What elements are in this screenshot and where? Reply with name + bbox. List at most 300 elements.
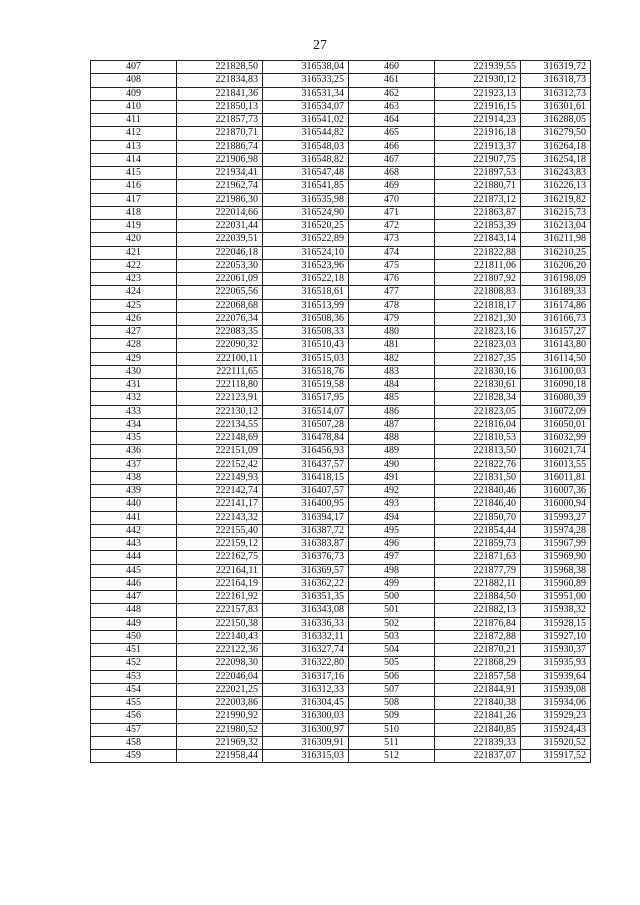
right-x-coordinate-cell: 221884,50 — [435, 591, 521, 604]
right-x-coordinate-cell: 221868,29 — [435, 657, 521, 670]
right-y-coordinate-cell: 316206,20 — [521, 259, 591, 272]
left-y-coordinate-cell: 316515,03 — [263, 352, 349, 365]
table-row — [91, 485, 591, 498]
left-point-number-cell: 432 — [91, 392, 177, 405]
left-point-number-cell: 433 — [91, 405, 177, 418]
left-x-coordinate-cell: 222140,43 — [177, 630, 263, 643]
table-row — [91, 167, 591, 180]
right-x-coordinate-cell: 221913,37 — [435, 140, 521, 153]
left-point-number-cell: 458 — [91, 736, 177, 749]
left-x-coordinate-cell: 222046,04 — [177, 670, 263, 683]
left-point-number-cell: 407 — [91, 61, 177, 74]
left-x-coordinate-cell: 222076,34 — [177, 312, 263, 325]
left-y-coordinate-cell: 316510,43 — [263, 339, 349, 352]
right-y-coordinate-cell: 316312,73 — [521, 87, 591, 100]
table-row — [91, 140, 591, 153]
left-x-coordinate-cell: 221986,30 — [177, 193, 263, 206]
right-x-coordinate-cell: 221818,17 — [435, 299, 521, 312]
left-x-coordinate-cell: 222065,56 — [177, 286, 263, 299]
table-row — [91, 551, 591, 564]
left-x-coordinate-cell: 222122,36 — [177, 644, 263, 657]
right-point-number-cell: 475 — [349, 259, 435, 272]
table-row — [91, 630, 591, 643]
right-x-coordinate-cell: 221882,13 — [435, 604, 521, 617]
left-y-coordinate-cell: 316507,28 — [263, 418, 349, 431]
left-point-number-cell: 456 — [91, 710, 177, 723]
left-y-coordinate-cell: 316548,03 — [263, 140, 349, 153]
left-point-number-cell: 447 — [91, 591, 177, 604]
left-point-number-cell: 442 — [91, 524, 177, 537]
left-x-coordinate-cell: 222149,93 — [177, 471, 263, 484]
left-y-coordinate-cell: 316407,57 — [263, 485, 349, 498]
left-x-coordinate-cell: 222090,32 — [177, 339, 263, 352]
right-x-coordinate-cell: 221823,16 — [435, 326, 521, 339]
table-row — [91, 710, 591, 723]
left-point-number-cell: 445 — [91, 564, 177, 577]
left-y-coordinate-cell: 316541,02 — [263, 114, 349, 127]
table-row — [91, 498, 591, 511]
left-y-coordinate-cell: 316351,35 — [263, 591, 349, 604]
left-x-coordinate-cell: 222100,11 — [177, 352, 263, 365]
right-point-number-cell: 464 — [349, 114, 435, 127]
table-row — [91, 87, 591, 100]
left-x-coordinate-cell: 222031,44 — [177, 220, 263, 233]
left-point-number-cell: 421 — [91, 246, 177, 259]
right-point-number-cell: 512 — [349, 750, 435, 763]
right-x-coordinate-cell: 221859,73 — [435, 538, 521, 551]
right-y-coordinate-cell: 316050,01 — [521, 418, 591, 431]
right-x-coordinate-cell: 221916,18 — [435, 127, 521, 140]
right-y-coordinate-cell: 316279,50 — [521, 127, 591, 140]
table-row — [91, 736, 591, 749]
table-row — [91, 74, 591, 87]
right-x-coordinate-cell: 221916,15 — [435, 100, 521, 113]
table-row — [91, 153, 591, 166]
left-y-coordinate-cell: 316376,73 — [263, 551, 349, 564]
right-x-coordinate-cell: 221828,34 — [435, 392, 521, 405]
left-point-number-cell: 411 — [91, 114, 177, 127]
right-x-coordinate-cell: 221882,11 — [435, 577, 521, 590]
right-y-coordinate-cell: 316243,83 — [521, 167, 591, 180]
left-x-coordinate-cell: 222046,18 — [177, 246, 263, 259]
left-y-coordinate-cell: 316304,45 — [263, 697, 349, 710]
right-point-number-cell: 485 — [349, 392, 435, 405]
right-y-coordinate-cell: 316288,05 — [521, 114, 591, 127]
right-x-coordinate-cell: 221854,44 — [435, 524, 521, 537]
left-y-coordinate-cell: 316383,87 — [263, 538, 349, 551]
left-x-coordinate-cell: 222148,69 — [177, 432, 263, 445]
table-row — [91, 61, 591, 74]
right-y-coordinate-cell: 316318,73 — [521, 74, 591, 87]
left-y-coordinate-cell: 316524,90 — [263, 206, 349, 219]
left-point-number-cell: 444 — [91, 551, 177, 564]
right-x-coordinate-cell: 221840,38 — [435, 697, 521, 710]
right-point-number-cell: 494 — [349, 511, 435, 524]
right-point-number-cell: 487 — [349, 418, 435, 431]
left-x-coordinate-cell: 221980,52 — [177, 723, 263, 736]
right-y-coordinate-cell: 315935,93 — [521, 657, 591, 670]
right-y-coordinate-cell: 315968,38 — [521, 564, 591, 577]
left-x-coordinate-cell: 222083,35 — [177, 326, 263, 339]
left-x-coordinate-cell: 222130,12 — [177, 405, 263, 418]
left-y-coordinate-cell: 316400,95 — [263, 498, 349, 511]
right-point-number-cell: 476 — [349, 273, 435, 286]
left-y-coordinate-cell: 316533,25 — [263, 74, 349, 87]
left-y-coordinate-cell: 316478,84 — [263, 432, 349, 445]
left-x-coordinate-cell: 221828,50 — [177, 61, 263, 74]
table-row — [91, 286, 591, 299]
right-x-coordinate-cell: 221811,06 — [435, 259, 521, 272]
left-x-coordinate-cell: 222014,66 — [177, 206, 263, 219]
left-y-coordinate-cell: 316336,33 — [263, 617, 349, 630]
right-point-number-cell: 480 — [349, 326, 435, 339]
right-y-coordinate-cell: 315934,06 — [521, 697, 591, 710]
table-row — [91, 220, 591, 233]
left-x-coordinate-cell: 221969,32 — [177, 736, 263, 749]
left-y-coordinate-cell: 316519,58 — [263, 379, 349, 392]
left-point-number-cell: 410 — [91, 100, 177, 113]
left-x-coordinate-cell: 221906,98 — [177, 153, 263, 166]
right-x-coordinate-cell: 221930,12 — [435, 74, 521, 87]
right-point-number-cell: 479 — [349, 312, 435, 325]
right-y-coordinate-cell: 316032,99 — [521, 432, 591, 445]
left-point-number-cell: 420 — [91, 233, 177, 246]
table-row — [91, 259, 591, 272]
left-x-coordinate-cell: 222142,74 — [177, 485, 263, 498]
right-x-coordinate-cell: 221831,50 — [435, 471, 521, 484]
left-point-number-cell: 449 — [91, 617, 177, 630]
left-x-coordinate-cell: 222061,09 — [177, 273, 263, 286]
table-row — [91, 564, 591, 577]
right-point-number-cell: 470 — [349, 193, 435, 206]
right-point-number-cell: 503 — [349, 630, 435, 643]
right-x-coordinate-cell: 221872,88 — [435, 630, 521, 643]
left-point-number-cell: 454 — [91, 683, 177, 696]
left-y-coordinate-cell: 316387,72 — [263, 524, 349, 537]
left-x-coordinate-cell: 221857,73 — [177, 114, 263, 127]
table-row — [91, 100, 591, 113]
left-y-coordinate-cell: 316522,18 — [263, 273, 349, 286]
left-y-coordinate-cell: 316534,07 — [263, 100, 349, 113]
left-point-number-cell: 413 — [91, 140, 177, 153]
left-x-coordinate-cell: 221990,92 — [177, 710, 263, 723]
left-y-coordinate-cell: 316517,95 — [263, 392, 349, 405]
left-y-coordinate-cell: 316524,10 — [263, 246, 349, 259]
left-point-number-cell: 455 — [91, 697, 177, 710]
right-x-coordinate-cell: 221840,46 — [435, 485, 521, 498]
table-row — [91, 180, 591, 193]
right-point-number-cell: 486 — [349, 405, 435, 418]
right-point-number-cell: 484 — [349, 379, 435, 392]
left-x-coordinate-cell: 222068,68 — [177, 299, 263, 312]
right-point-number-cell: 511 — [349, 736, 435, 749]
right-y-coordinate-cell: 316254,18 — [521, 153, 591, 166]
right-point-number-cell: 496 — [349, 538, 435, 551]
right-y-coordinate-cell: 316210,25 — [521, 246, 591, 259]
right-point-number-cell: 488 — [349, 432, 435, 445]
left-y-coordinate-cell: 316548,82 — [263, 153, 349, 166]
left-x-coordinate-cell: 222155,40 — [177, 524, 263, 537]
right-point-number-cell: 502 — [349, 617, 435, 630]
table-row — [91, 471, 591, 484]
right-y-coordinate-cell: 315928,15 — [521, 617, 591, 630]
left-x-coordinate-cell: 222164,19 — [177, 577, 263, 590]
right-point-number-cell: 477 — [349, 286, 435, 299]
table-row — [91, 644, 591, 657]
right-point-number-cell: 504 — [349, 644, 435, 657]
right-y-coordinate-cell: 315939,64 — [521, 670, 591, 683]
left-x-coordinate-cell: 222053,30 — [177, 259, 263, 272]
right-point-number-cell: 474 — [349, 246, 435, 259]
right-point-number-cell: 469 — [349, 180, 435, 193]
left-point-number-cell: 440 — [91, 498, 177, 511]
left-point-number-cell: 428 — [91, 339, 177, 352]
table-row — [91, 405, 591, 418]
right-y-coordinate-cell: 316072,09 — [521, 405, 591, 418]
left-point-number-cell: 429 — [91, 352, 177, 365]
right-x-coordinate-cell: 221914,23 — [435, 114, 521, 127]
right-x-coordinate-cell: 221907,75 — [435, 153, 521, 166]
right-x-coordinate-cell: 221870,21 — [435, 644, 521, 657]
right-y-coordinate-cell: 316219,82 — [521, 193, 591, 206]
table-row — [91, 432, 591, 445]
coordinates-table-body — [91, 61, 591, 763]
right-x-coordinate-cell: 221850,70 — [435, 511, 521, 524]
table-row — [91, 723, 591, 736]
table-row — [91, 538, 591, 551]
right-y-coordinate-cell: 316174,86 — [521, 299, 591, 312]
table-row — [91, 445, 591, 458]
right-y-coordinate-cell: 316215,73 — [521, 206, 591, 219]
right-y-coordinate-cell: 316166,73 — [521, 312, 591, 325]
right-y-coordinate-cell: 315924,43 — [521, 723, 591, 736]
right-y-coordinate-cell: 315974,28 — [521, 524, 591, 537]
left-y-coordinate-cell: 316514,07 — [263, 405, 349, 418]
left-point-number-cell: 426 — [91, 312, 177, 325]
right-point-number-cell: 509 — [349, 710, 435, 723]
right-y-coordinate-cell: 315967,99 — [521, 538, 591, 551]
right-y-coordinate-cell: 316000,94 — [521, 498, 591, 511]
left-x-coordinate-cell: 222152,42 — [177, 458, 263, 471]
table-row — [91, 392, 591, 405]
right-x-coordinate-cell: 221839,33 — [435, 736, 521, 749]
left-point-number-cell: 457 — [91, 723, 177, 736]
right-point-number-cell: 491 — [349, 471, 435, 484]
right-x-coordinate-cell: 221939,55 — [435, 61, 521, 74]
left-x-coordinate-cell: 222141,17 — [177, 498, 263, 511]
right-y-coordinate-cell: 315939,08 — [521, 683, 591, 696]
right-point-number-cell: 493 — [349, 498, 435, 511]
right-point-number-cell: 505 — [349, 657, 435, 670]
right-y-coordinate-cell: 316213,04 — [521, 220, 591, 233]
left-point-number-cell: 434 — [91, 418, 177, 431]
left-y-coordinate-cell: 316327,74 — [263, 644, 349, 657]
right-point-number-cell: 498 — [349, 564, 435, 577]
right-y-coordinate-cell: 315927,10 — [521, 630, 591, 643]
right-y-coordinate-cell: 316264,18 — [521, 140, 591, 153]
right-x-coordinate-cell: 221857,58 — [435, 670, 521, 683]
table-row — [91, 379, 591, 392]
right-point-number-cell: 465 — [349, 127, 435, 140]
left-point-number-cell: 418 — [91, 206, 177, 219]
right-x-coordinate-cell: 221827,35 — [435, 352, 521, 365]
right-x-coordinate-cell: 221808,83 — [435, 286, 521, 299]
left-point-number-cell: 446 — [91, 577, 177, 590]
table-row — [91, 206, 591, 219]
left-y-coordinate-cell: 316369,57 — [263, 564, 349, 577]
left-point-number-cell: 441 — [91, 511, 177, 524]
left-y-coordinate-cell: 316544,82 — [263, 127, 349, 140]
right-x-coordinate-cell: 221822,88 — [435, 246, 521, 259]
left-point-number-cell: 424 — [91, 286, 177, 299]
table-row — [91, 524, 591, 537]
left-y-coordinate-cell: 316343,08 — [263, 604, 349, 617]
right-y-coordinate-cell: 316226,13 — [521, 180, 591, 193]
right-x-coordinate-cell: 221822,76 — [435, 458, 521, 471]
left-point-number-cell: 412 — [91, 127, 177, 140]
right-x-coordinate-cell: 221823,05 — [435, 405, 521, 418]
right-y-coordinate-cell: 316319,72 — [521, 61, 591, 74]
left-x-coordinate-cell: 222161,92 — [177, 591, 263, 604]
right-point-number-cell: 508 — [349, 697, 435, 710]
right-point-number-cell: 478 — [349, 299, 435, 312]
left-y-coordinate-cell: 316362,22 — [263, 577, 349, 590]
left-y-coordinate-cell: 316518,76 — [263, 365, 349, 378]
table-row — [91, 273, 591, 286]
right-y-coordinate-cell: 315917,52 — [521, 750, 591, 763]
left-y-coordinate-cell: 316535,98 — [263, 193, 349, 206]
left-point-number-cell: 450 — [91, 630, 177, 643]
right-y-coordinate-cell: 316021,74 — [521, 445, 591, 458]
left-y-coordinate-cell: 316317,16 — [263, 670, 349, 683]
right-point-number-cell: 471 — [349, 206, 435, 219]
left-point-number-cell: 425 — [91, 299, 177, 312]
left-y-coordinate-cell: 316309,91 — [263, 736, 349, 749]
table-row — [91, 458, 591, 471]
right-point-number-cell: 490 — [349, 458, 435, 471]
table-row — [91, 657, 591, 670]
left-point-number-cell: 452 — [91, 657, 177, 670]
right-y-coordinate-cell: 315920,52 — [521, 736, 591, 749]
right-point-number-cell: 499 — [349, 577, 435, 590]
table-row — [91, 591, 591, 604]
left-x-coordinate-cell: 221934,41 — [177, 167, 263, 180]
right-y-coordinate-cell: 316013,55 — [521, 458, 591, 471]
right-x-coordinate-cell: 221873,12 — [435, 193, 521, 206]
left-point-number-cell: 459 — [91, 750, 177, 763]
left-y-coordinate-cell: 316538,04 — [263, 61, 349, 74]
right-point-number-cell: 461 — [349, 74, 435, 87]
right-point-number-cell: 500 — [349, 591, 435, 604]
right-x-coordinate-cell: 221897,53 — [435, 167, 521, 180]
right-point-number-cell: 492 — [349, 485, 435, 498]
table-row — [91, 299, 591, 312]
right-x-coordinate-cell: 221837,07 — [435, 750, 521, 763]
left-y-coordinate-cell: 316541,85 — [263, 180, 349, 193]
right-y-coordinate-cell: 316080,39 — [521, 392, 591, 405]
left-point-number-cell: 416 — [91, 180, 177, 193]
right-x-coordinate-cell: 221863,87 — [435, 206, 521, 219]
left-x-coordinate-cell: 222134,55 — [177, 418, 263, 431]
table-row — [91, 352, 591, 365]
right-point-number-cell: 467 — [349, 153, 435, 166]
left-point-number-cell: 415 — [91, 167, 177, 180]
right-y-coordinate-cell: 316007,36 — [521, 485, 591, 498]
left-y-coordinate-cell: 316322,80 — [263, 657, 349, 670]
right-point-number-cell: 483 — [349, 365, 435, 378]
left-x-coordinate-cell: 221958,44 — [177, 750, 263, 763]
right-x-coordinate-cell: 221840,85 — [435, 723, 521, 736]
right-x-coordinate-cell: 221830,16 — [435, 365, 521, 378]
right-x-coordinate-cell: 221923,13 — [435, 87, 521, 100]
right-y-coordinate-cell: 316157,27 — [521, 326, 591, 339]
table-row — [91, 326, 591, 339]
right-y-coordinate-cell: 316301,61 — [521, 100, 591, 113]
left-y-coordinate-cell: 316418,15 — [263, 471, 349, 484]
right-y-coordinate-cell: 316090,18 — [521, 379, 591, 392]
left-y-coordinate-cell: 316437,57 — [263, 458, 349, 471]
right-x-coordinate-cell: 221810,53 — [435, 432, 521, 445]
table-row — [91, 683, 591, 696]
right-y-coordinate-cell: 316198,09 — [521, 273, 591, 286]
left-x-coordinate-cell: 221870,71 — [177, 127, 263, 140]
right-x-coordinate-cell: 221841,26 — [435, 710, 521, 723]
right-y-coordinate-cell: 315993,27 — [521, 511, 591, 524]
left-x-coordinate-cell: 222157,83 — [177, 604, 263, 617]
left-point-number-cell: 430 — [91, 365, 177, 378]
right-x-coordinate-cell: 221846,40 — [435, 498, 521, 511]
right-y-coordinate-cell: 316100,03 — [521, 365, 591, 378]
right-y-coordinate-cell: 315960,89 — [521, 577, 591, 590]
table-row — [91, 365, 591, 378]
left-x-coordinate-cell: 222151,09 — [177, 445, 263, 458]
coordinates-table — [90, 60, 591, 763]
left-x-coordinate-cell: 221834,83 — [177, 74, 263, 87]
right-y-coordinate-cell: 315929,23 — [521, 710, 591, 723]
left-point-number-cell: 439 — [91, 485, 177, 498]
right-point-number-cell: 482 — [349, 352, 435, 365]
left-x-coordinate-cell: 222159,12 — [177, 538, 263, 551]
table-row — [91, 233, 591, 246]
right-x-coordinate-cell: 221877,79 — [435, 564, 521, 577]
right-x-coordinate-cell: 221844,91 — [435, 683, 521, 696]
left-x-coordinate-cell: 222150,38 — [177, 617, 263, 630]
left-y-coordinate-cell: 316513,99 — [263, 299, 349, 312]
right-x-coordinate-cell: 221853,39 — [435, 220, 521, 233]
right-point-number-cell: 463 — [349, 100, 435, 113]
right-y-coordinate-cell: 316189,33 — [521, 286, 591, 299]
left-point-number-cell: 436 — [91, 445, 177, 458]
right-point-number-cell: 506 — [349, 670, 435, 683]
left-point-number-cell: 431 — [91, 379, 177, 392]
left-point-number-cell: 414 — [91, 153, 177, 166]
right-y-coordinate-cell: 316143,80 — [521, 339, 591, 352]
right-point-number-cell: 472 — [349, 220, 435, 233]
left-y-coordinate-cell: 316523,96 — [263, 259, 349, 272]
page-number: 27 — [313, 38, 327, 53]
table-row — [91, 312, 591, 325]
table-row — [91, 617, 591, 630]
left-y-coordinate-cell: 316522,89 — [263, 233, 349, 246]
left-y-coordinate-cell: 316531,34 — [263, 87, 349, 100]
table-row — [91, 697, 591, 710]
table-row — [91, 339, 591, 352]
right-point-number-cell: 462 — [349, 87, 435, 100]
right-x-coordinate-cell: 221821,30 — [435, 312, 521, 325]
left-point-number-cell: 451 — [91, 644, 177, 657]
left-point-number-cell: 417 — [91, 193, 177, 206]
left-y-coordinate-cell: 316300,97 — [263, 723, 349, 736]
